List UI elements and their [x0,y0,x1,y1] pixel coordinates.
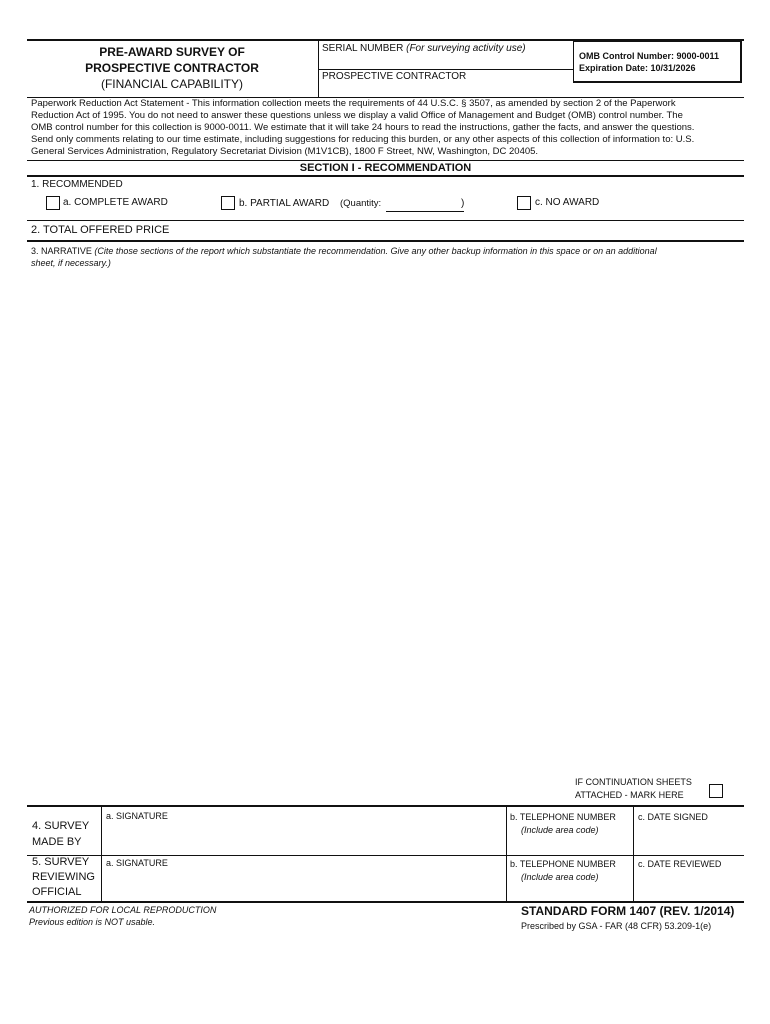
omb-expiration-date: Expiration Date: 10/31/2026 [579,63,696,73]
row5-divider-3 [633,856,634,901]
no-award-label: c. NO AWARD [535,197,600,208]
narrative-label: 3. NARRATIVE [31,246,92,256]
prescribed-by: Prescribed by GSA - FAR (48 CFR) 53.209-1(e) [521,921,712,931]
quantity-suffix: ) [461,198,465,209]
continuation-sheets-text [575,776,692,802]
row4-divider-3 [633,806,634,855]
paperwork-line: OMB control number for this collection is 9000-0011. We estimate that it will take 24 hours to read the instructions, gather the facts, and answer the questions. [31,122,695,133]
complete-award-checkbox[interactable] [46,196,60,210]
serial-number-field[interactable] [322,54,574,70]
reviewing-telephone-field[interactable] [510,884,632,900]
survey-date-field[interactable] [638,830,742,848]
section-heading: SECTION I - RECOMMENDATION [299,162,472,174]
previous-edition-note: Previous edition is NOT usable. [29,917,156,927]
partial-award-checkbox[interactable] [221,196,235,210]
row5-divider-2 [506,856,507,901]
serial-number-label: SERIAL NUMBER (For surveying activity use) [322,43,526,54]
paperwork-line: General Services Administration, Regulatory Secretariat Division (M1V1CB), 1800 F Street, NW, Washington, DC 20405. [31,146,539,157]
authorized-reproduction: AUTHORIZED FOR LOCAL REPRODUCTION [29,905,217,915]
header-divider [318,39,319,97]
survey-signature-field[interactable] [106,826,505,852]
row4-bottom-border [27,855,744,856]
complete-award-label: a. COMPLETE AWARD [63,197,168,208]
paperwork-line: Reduction Act of 1995. You do not need to answer these questions unless we display a valid Office of Management and Budget (OMB) control number. The [31,110,683,121]
survey-signature-label: a. SIGNATURE [106,811,168,821]
row4-divider-1 [101,806,102,855]
survey-made-by-label: 4. SURVEY MADE BY [32,820,90,848]
recommended-label: 1. RECOMMENDED [31,179,123,190]
reviewing-signature-field[interactable] [106,872,505,898]
reviewing-telephone-note: (Include area code) [521,872,599,882]
continuation-line2: ATTACHED - MARK HERE [575,790,684,800]
reviewing-date-label: c. DATE REVIEWED [638,859,722,869]
survey-telephone-note: (Include area code) [521,825,599,835]
partial-award-label: b. PARTIAL AWARD [239,198,330,209]
row4-divider-2 [506,806,507,855]
omb-control-number: OMB Control Number: 9000-0011 [579,51,720,61]
continuation-sheets-checkbox[interactable] [709,784,723,798]
prospective-contractor-label: PROSPECTIVE CONTRACTOR [322,71,467,82]
narrative-note-cont: sheet, if necessary.) [31,258,111,268]
narrative-textarea[interactable] [31,274,743,774]
continuation-line1: IF CONTINUATION SHEETS [575,777,692,787]
quantity-prefix: (Quantity: [340,198,382,209]
paperwork-statement [31,98,743,158]
price-bottom-border [27,240,744,242]
serial-number-note: (For surveying activity use) [406,43,526,54]
row5-divider-1 [101,856,102,901]
reviewing-date-field[interactable] [638,876,742,894]
reviewing-official-label: 5. SURVEY REVIEWING OFFICIAL [32,856,95,898]
paperwork-line: Paperwork Reduction Act Statement - This information collection meets the requirements of 44 U.S.C. § 3507, as amended by section 2 of the Paperwork [31,98,676,109]
signature-bottom-border [27,901,744,903]
form-title-line1: PRE-AWARD SURVEY OF [99,45,245,59]
recommended-bottom-border [27,220,744,221]
narrative-note: (Cite those sections of the report which substantiate the recommendation. Give any other backup information in this space or on an additional [94,246,657,256]
no-award-checkbox[interactable] [517,196,531,210]
section-heading-bottom-border [27,175,744,177]
quantity-field[interactable] [386,197,464,212]
prospective-contractor-field[interactable] [322,82,574,98]
survey-telephone-field[interactable] [510,838,632,854]
signature-top-border [27,805,744,807]
form-title-line3: (FINANCIAL CAPABILITY) [100,77,244,91]
form-title-line2: PROSPECTIVE CONTRACTOR [85,61,259,75]
narrative-heading [31,245,743,269]
standard-form-name: STANDARD FORM 1407 (REV. 1/2014) [521,904,735,918]
total-offered-price-label: 2. TOTAL OFFERED PRICE [31,224,170,236]
reviewing-telephone-label: b. TELEPHONE NUMBER [510,859,616,869]
total-offered-price-field[interactable] [190,222,744,240]
survey-date-label: c. DATE SIGNED [638,812,708,822]
reviewing-signature-label: a. SIGNATURE [106,858,168,868]
paperwork-line: Send only comments relating to our time estimate, including suggestions for reducing this burden, or any other aspects of this collection of information to: U.S. [31,134,695,145]
survey-telephone-label: b. TELEPHONE NUMBER [510,812,616,822]
